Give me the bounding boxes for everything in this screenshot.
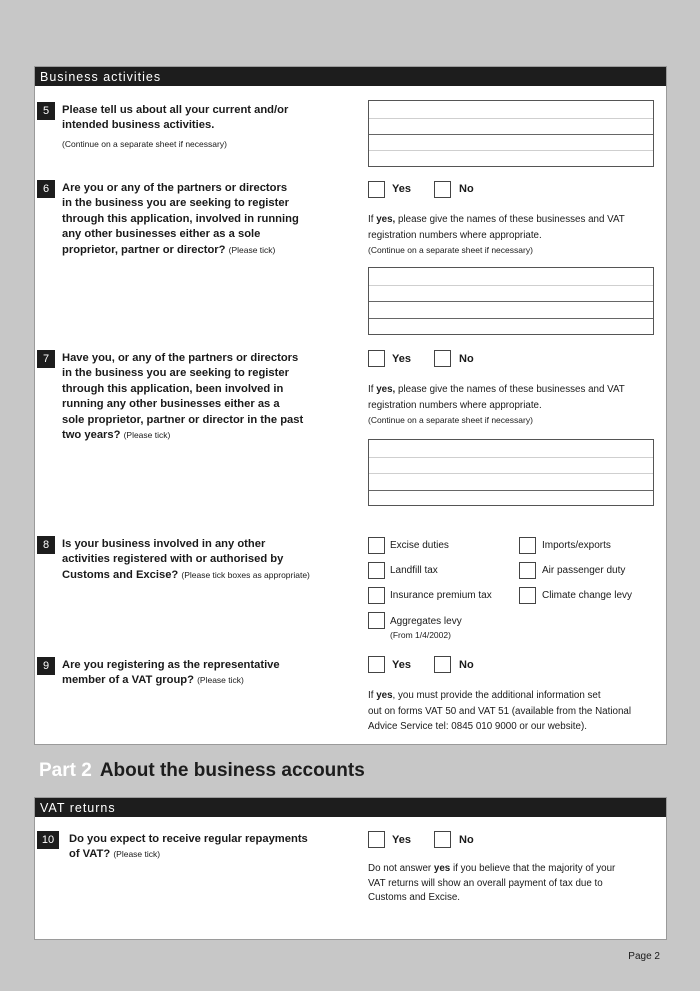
air-passenger-duty-checkbox[interactable] xyxy=(519,562,536,579)
section-heading: VAT returns xyxy=(35,798,666,817)
question-line: sole proprietor, partner or director in the past xyxy=(62,413,304,426)
q10-no-label: No xyxy=(459,834,474,846)
question-line: Please tell us about all your current and/or xyxy=(62,104,289,116)
landfill-tax-label: Landfill tax xyxy=(390,565,438,576)
q9-no-checkbox[interactable] xyxy=(434,656,451,673)
question-5-text xyxy=(62,103,362,152)
page-number: Page 2 xyxy=(628,951,660,962)
question-note: (Please tick) xyxy=(123,430,171,441)
info-text: please give the names of these businesses and VAT xyxy=(398,214,625,225)
insurance-premium-tax-checkbox[interactable] xyxy=(368,587,385,604)
part-label: Part 2 xyxy=(39,760,92,781)
q10-yes-checkbox[interactable] xyxy=(368,831,385,848)
q9-no-label: No xyxy=(459,659,474,671)
info-emphasis: yes, xyxy=(376,384,396,395)
info-text: if you believe that the majority of your xyxy=(453,863,616,874)
info-text: Customs and Excise. xyxy=(368,892,461,903)
q6-no-label: No xyxy=(459,183,474,195)
info-text: registration numbers where appropriate. xyxy=(368,229,542,241)
air-passenger-duty-label: Air passenger duty xyxy=(542,565,626,576)
q7-no-checkbox[interactable] xyxy=(434,350,451,367)
question-7-text xyxy=(62,351,362,443)
question-line: of VAT? xyxy=(69,848,111,861)
question-number: 7 xyxy=(37,350,55,368)
q7-businesses-textbox[interactable] xyxy=(368,439,654,506)
info-emphasis: yes, xyxy=(376,214,396,225)
question-line: running any other businesses either as a xyxy=(62,398,280,411)
q6-yes-checkbox[interactable] xyxy=(368,181,385,198)
question-number: 9 xyxy=(37,657,55,675)
info-text: VAT returns will show an overall payment of tax due to xyxy=(368,877,603,889)
question-line: proprietor, partner or director? xyxy=(62,243,226,256)
info-text: out on forms VAT 50 and VAT 51 (available from the National xyxy=(368,705,632,717)
question-line: Have you, or any of the partners or directors xyxy=(62,352,299,364)
q7-yes-label: Yes xyxy=(392,353,411,365)
aggregates-levy-checkbox[interactable] xyxy=(368,612,385,629)
section-heading: Business activities xyxy=(35,67,666,86)
business-activities-panel xyxy=(34,66,667,745)
info-text: If xyxy=(368,384,374,395)
imports-exports-label: Imports/exports xyxy=(542,540,611,551)
question-note: (Continue on a separate sheet if necessary) xyxy=(62,138,227,149)
question-9-text xyxy=(62,658,362,689)
business-activities-textbox[interactable] xyxy=(368,100,654,167)
question-line: Do you expect to receive regular repayments xyxy=(69,833,308,845)
aggregates-levy-label: Aggregates levy xyxy=(390,616,462,627)
vat-returns-panel xyxy=(34,797,667,940)
question-line: two years? xyxy=(62,429,121,442)
q6-no-checkbox[interactable] xyxy=(434,181,451,198)
question-line: activities registered with or authorised by xyxy=(62,553,284,566)
question-line: Is your business involved in any other xyxy=(62,538,266,550)
q7-yes-checkbox[interactable] xyxy=(368,350,385,367)
question-number: 8 xyxy=(37,536,55,554)
q6-businesses-textbox[interactable] xyxy=(368,267,654,335)
q9-yes-label: Yes xyxy=(392,659,411,671)
question-line: intended business activities. xyxy=(62,119,215,132)
q10-instructions xyxy=(368,862,663,906)
imports-exports-checkbox[interactable] xyxy=(519,537,536,554)
info-note: (Continue on a separate sheet if necessary) xyxy=(368,245,533,255)
aggregates-levy-note: (From 1/4/2002) xyxy=(390,630,451,640)
question-8-text xyxy=(62,537,362,583)
question-number: 10 xyxy=(37,831,59,849)
question-10-text xyxy=(69,832,364,863)
question-number: 6 xyxy=(37,180,55,198)
question-number: 5 xyxy=(37,102,55,120)
q7-instructions xyxy=(368,382,663,429)
question-note: (Please tick) xyxy=(197,675,244,686)
info-text: registration numbers where appropriate. xyxy=(368,399,542,411)
info-text: Advice Service tel: 0845 010 9000 or our website). xyxy=(368,721,587,732)
climate-change-levy-label: Climate change levy xyxy=(542,590,633,601)
info-text: Do not answer xyxy=(368,863,432,874)
q7-no-label: No xyxy=(459,353,474,365)
question-note: (Please tick boxes as appropriate) xyxy=(181,569,310,580)
question-line: member of a VAT group? xyxy=(62,674,194,687)
question-line: through this application, involved in running xyxy=(62,212,299,225)
question-line: Customs and Excise? xyxy=(62,568,179,581)
info-text: If xyxy=(368,690,374,701)
q10-no-checkbox[interactable] xyxy=(434,831,451,848)
landfill-tax-checkbox[interactable] xyxy=(368,562,385,579)
info-text: , you must provide the additional information set xyxy=(392,690,601,701)
question-line: Are you or any of the partners or directors xyxy=(62,182,288,194)
insurance-premium-tax-label: Insurance premium tax xyxy=(390,590,492,601)
question-6-text xyxy=(62,181,362,258)
question-line: in the business you are seeking to register xyxy=(62,197,289,210)
question-line: Are you registering as the representative xyxy=(62,659,280,671)
question-line: through this application, been involved in xyxy=(62,382,284,395)
q6-yes-label: Yes xyxy=(392,183,411,195)
q9-yes-checkbox[interactable] xyxy=(368,656,385,673)
info-text: If xyxy=(368,214,374,225)
q9-instructions xyxy=(368,688,663,735)
info-emphasis: yes xyxy=(376,690,393,701)
q10-yes-label: Yes xyxy=(392,834,411,846)
info-text: please give the names of these businesses and VAT xyxy=(398,384,625,395)
part-heading: About the business accounts xyxy=(99,760,365,781)
info-emphasis: yes xyxy=(433,863,451,874)
q6-instructions xyxy=(368,212,663,259)
question-note: (Please tick) xyxy=(228,244,276,255)
info-note: (Continue on a separate sheet if necessary) xyxy=(368,415,533,425)
part-title xyxy=(39,760,365,782)
excise-duties-checkbox[interactable] xyxy=(368,537,385,554)
climate-change-levy-checkbox[interactable] xyxy=(519,587,536,604)
question-note: (Please tick) xyxy=(113,849,161,860)
excise-duties-label: Excise duties xyxy=(390,540,449,551)
question-line: in the business you are seeking to register xyxy=(62,367,289,380)
question-line: any other businesses either as a sole xyxy=(62,228,261,241)
